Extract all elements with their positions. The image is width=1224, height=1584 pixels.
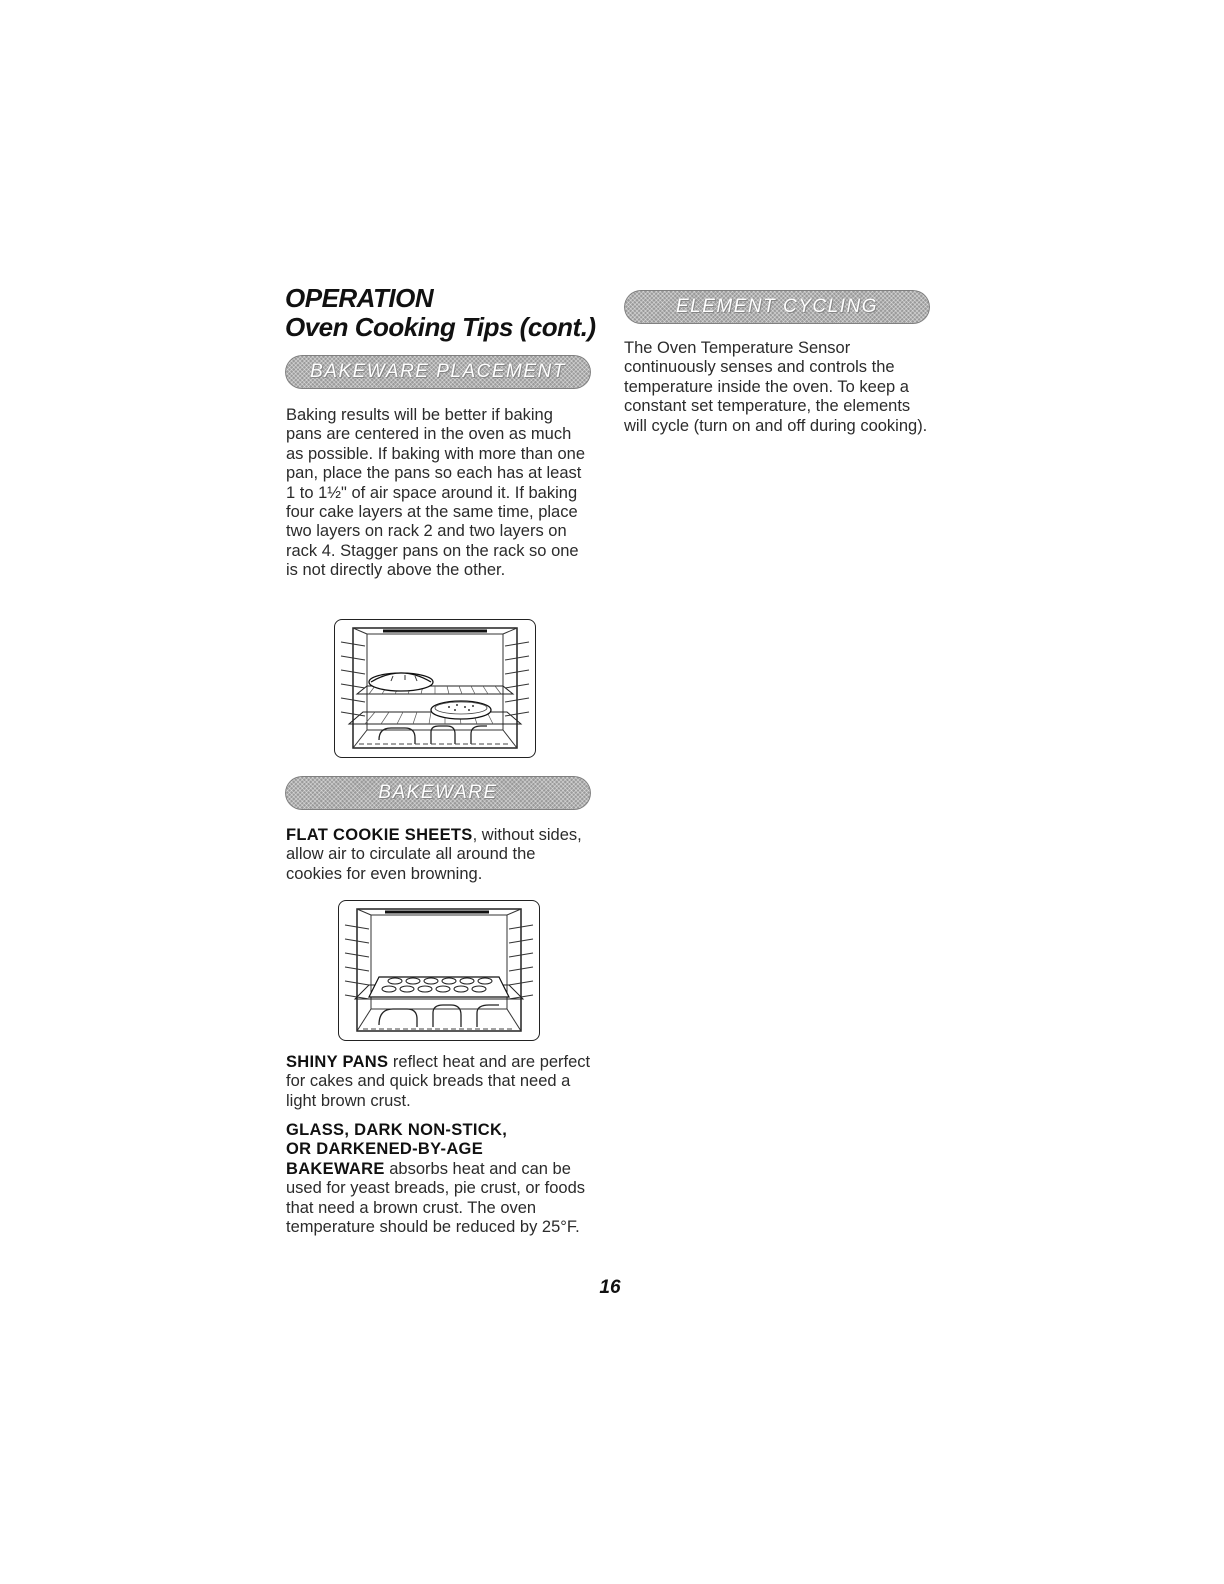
shiny-pans-desc: reflect heat and are perfect for cakes and quick breads that need a light brown crust. [286, 1053, 591, 1110]
glass-dark-term-line2: OR DARKENED-BY-AGE [286, 1140, 483, 1159]
bakeware-banner [285, 776, 591, 810]
bakeware-placement-heading: BAKEWARE PLACEMENT [310, 361, 566, 382]
bakeware-placement-text: Baking results will be better if baking pans are centered in the oven as much as possible. If baking with more than one pan, place the pans so each has at least 1 to 1½" of air space around it. If baking four cake layers at the same time, place two layers on rack 2 and two layers on rack 4. Stagger pans on the rack so one is not directly above the other. [286, 406, 586, 580]
glass-dark-desc: absorbs heat and can be used for yeast breads, pie crust, or foods that need a brown crust. The oven temperature should be reduced by 25°F. [286, 1159, 585, 1237]
oven-with-pie-pans-icon [335, 620, 535, 757]
glass-dark-bakeware-text [286, 1121, 592, 1237]
glass-dark-term-line3: BAKEWARE [286, 1159, 385, 1178]
oven-with-cookie-sheet-icon [339, 901, 539, 1040]
oven-cookies-figure [338, 900, 540, 1041]
flat-cookie-sheets-desc: , without sides, allow air to circulate all around the cookies for even browning. [286, 826, 582, 883]
shiny-pans-term: SHINY PANS [286, 1053, 389, 1071]
bakeware-placement-banner [285, 355, 591, 389]
flat-cookie-sheets-term: FLAT COOKIE SHEETS [286, 826, 473, 844]
page-number: 16 [599, 1277, 621, 1298]
element-cycling-text: The Oven Temperature Sensor continuously senses and controls the temperature inside the oven. To keep a constant set temperature, the elements will cycle (turn on and off during cooking). [624, 339, 928, 435]
bakeware-heading: BAKEWARE [378, 782, 498, 803]
glass-dark-term-line1: GLASS, DARK NON-STICK, [286, 1121, 508, 1139]
shiny-pans-text [286, 1053, 592, 1111]
page-title: Oven Cooking Tips (cont.) [285, 312, 596, 342]
oven-pans-figure [334, 619, 536, 758]
element-cycling-banner [624, 290, 930, 324]
title-block [285, 284, 605, 342]
flat-cookie-sheets-text [286, 826, 592, 884]
section-label: OPERATION [285, 283, 434, 313]
element-cycling-heading: ELEMENT CYCLING [676, 296, 878, 317]
